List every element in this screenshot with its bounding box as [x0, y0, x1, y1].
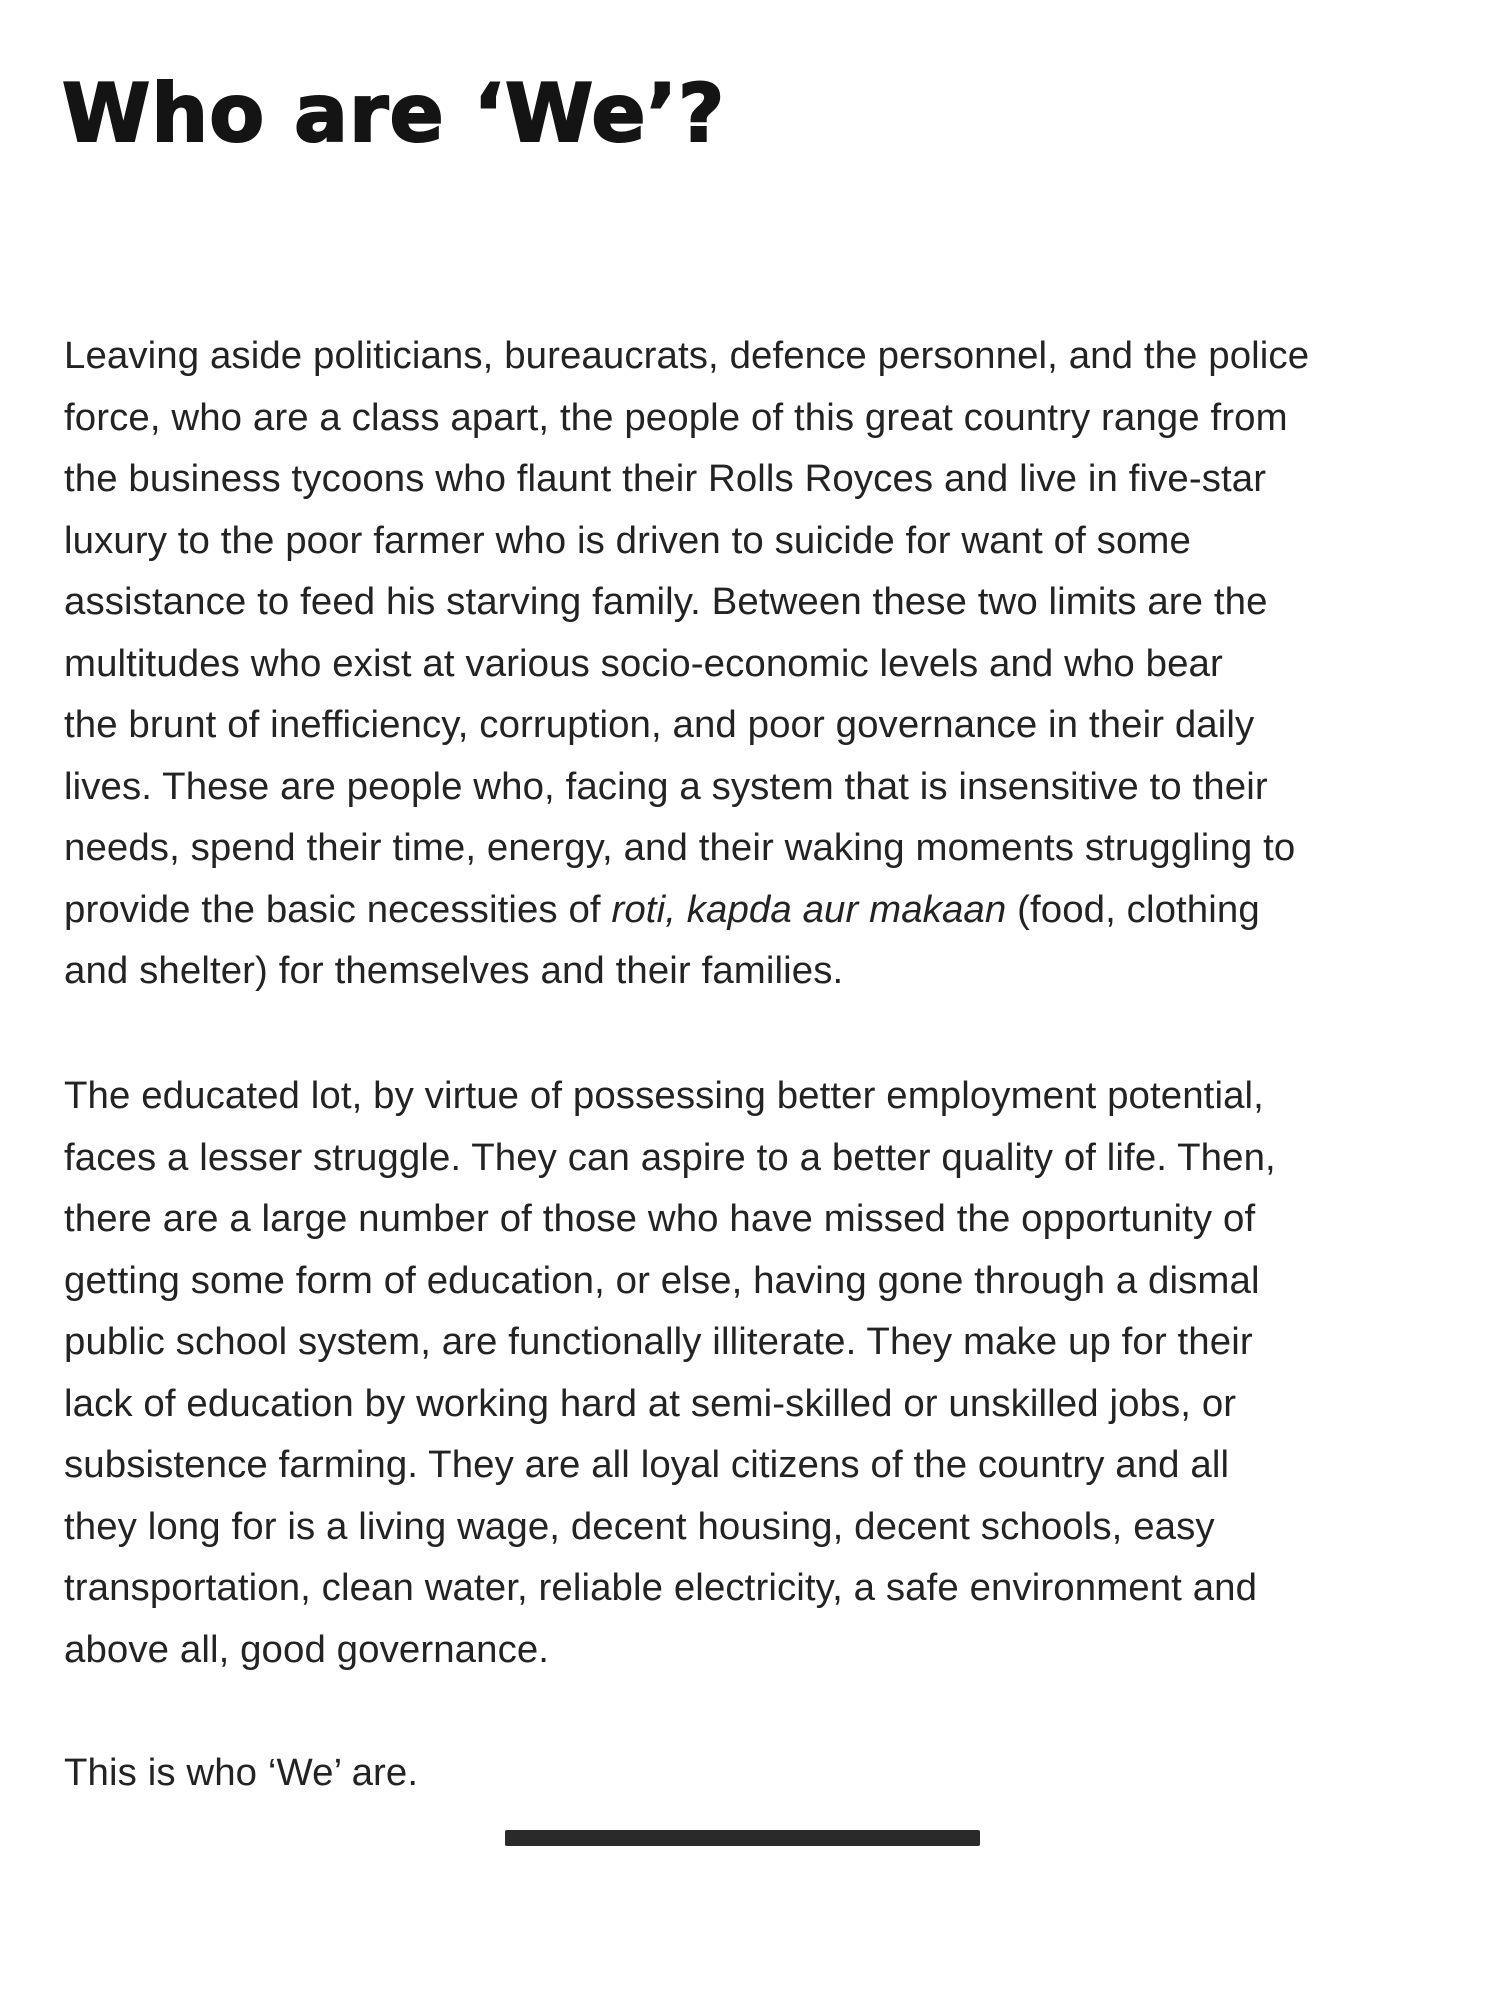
paragraph-line: subsistence farming. They are all loyal citizens of the country and all	[64, 1443, 1230, 1486]
paragraph-line: transportation, clean water, reliable electricity, a safe environment and	[64, 1566, 1258, 1609]
paragraph-line: there are a large number of those who have missed the opportunity of	[64, 1197, 1256, 1240]
paragraph-line: force, who are a class apart, the people of this great country range from	[64, 395, 1288, 439]
closing-line: This is who ‘We’ are.	[64, 1751, 419, 1794]
paragraph-line: they long for is a living wage, decent housing, decent schools, easy	[64, 1504, 1215, 1548]
paragraph-line: lives. These are people who, facing a system that is insensitive to their	[64, 764, 1268, 808]
text-run: (food, clothing	[1006, 887, 1260, 931]
paragraph-line: faces a lesser struggle. They can aspire to a better quality of life. Then,	[64, 1135, 1276, 1179]
paragraph-line: lack of education by working hard at semi-skilled or unskilled jobs, or	[64, 1381, 1237, 1425]
paragraph-line: the business tycoons who flaunt their Rolls Royces and live in five-star	[64, 457, 1267, 500]
paragraph-line: needs, spend their time, energy, and their waking moments struggling to	[64, 826, 1296, 869]
paragraph-line-mixed	[64, 879, 1444, 941]
paragraph-line: The educated lot, by virtue of possessing better employment potential,	[64, 1074, 1264, 1117]
paragraph-line: multitudes who exist at various socio-economic levels and who bear	[64, 641, 1223, 685]
paragraph-line: above all, good governance.	[64, 1627, 550, 1671]
paragraph-line: luxury to the poor farmer who is driven to suicide for want of some	[64, 518, 1191, 562]
paragraph-line: public school system, are functionally illiterate. They make up for their	[64, 1320, 1253, 1363]
paragraph-line: the brunt of inefficiency, corruption, and poor governance in their daily	[64, 703, 1255, 746]
paragraph-1	[64, 325, 1444, 1002]
italic-phrase: roti, kapda aur makaan	[611, 887, 1007, 931]
paragraph-2	[64, 1065, 1444, 1680]
paragraph-line: and shelter) for themselves and their families.	[64, 949, 844, 992]
end-divider	[505, 1830, 980, 1846]
page-title: Who are ‘We’?	[62, 67, 726, 160]
text-run: provide the basic necessities of	[64, 887, 612, 931]
paragraph-line: Leaving aside politicians, bureaucrats, defence personnel, and the police	[64, 334, 1310, 377]
paragraph-line: assistance to feed his starving family. Between these two limits are the	[64, 580, 1268, 623]
paragraph-line: getting some form of education, or else, having gone through a dismal	[64, 1258, 1260, 1302]
